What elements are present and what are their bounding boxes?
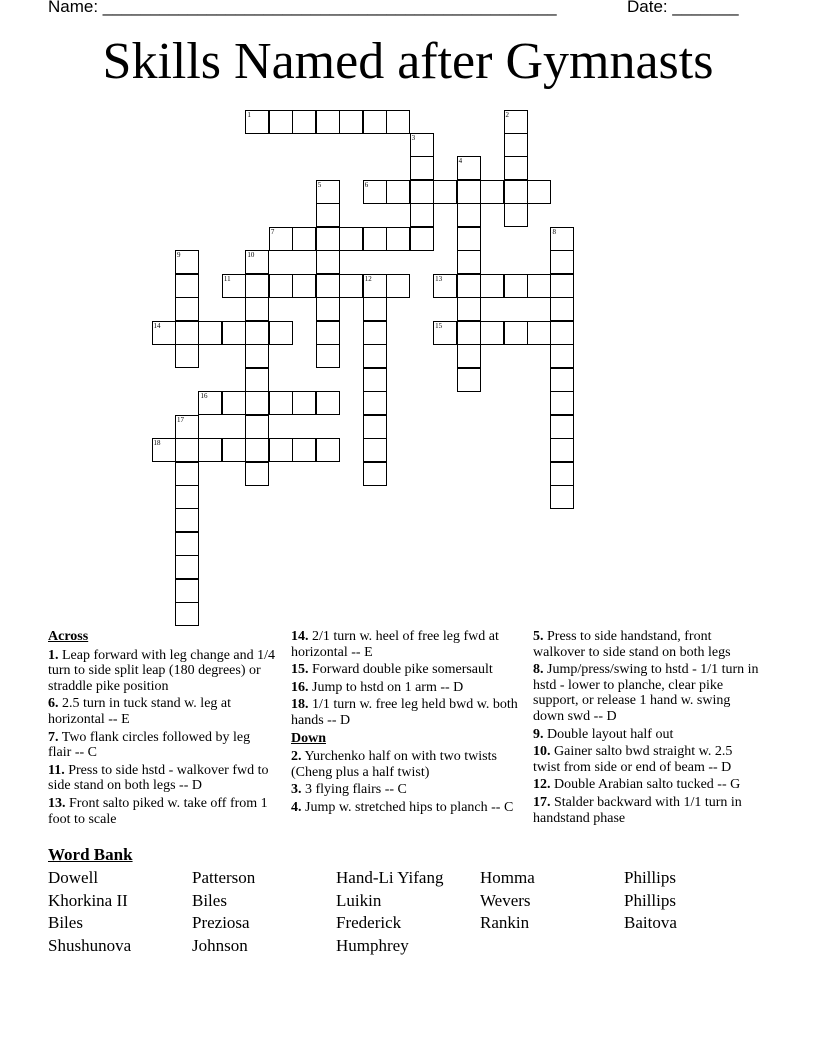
word-bank-item: Patterson	[192, 868, 256, 887]
crossword-cell[interactable]	[457, 250, 481, 274]
cell-number: 9	[176, 251, 181, 260]
crossword-cell[interactable]	[222, 391, 246, 415]
crossword-cell[interactable]	[410, 156, 434, 180]
crossword-cell[interactable]	[175, 579, 199, 603]
crossword-cell[interactable]	[457, 297, 481, 321]
crossword-cell[interactable]	[550, 415, 574, 439]
crossword-cell[interactable]	[550, 297, 574, 321]
clue-across-13: 13. Front salto piked w. take off from 1 foot to scale	[48, 795, 268, 827]
cell-number: 16	[200, 392, 208, 401]
cell-number: 10	[247, 251, 255, 260]
crossword-cell[interactable]	[152, 321, 176, 345]
crossword-cell[interactable]	[410, 133, 434, 157]
word-bank-item: Phillips	[624, 890, 676, 910]
word-bank-item: Biles	[192, 890, 227, 910]
crossword-cell[interactable]	[363, 274, 387, 298]
crossword-cell[interactable]	[269, 391, 293, 415]
word-bank-item: Humphrey	[336, 936, 409, 956]
crossword-cell[interactable]	[363, 321, 387, 345]
word-bank-column-3	[336, 867, 443, 958]
crossword-cell[interactable]	[245, 462, 269, 486]
crossword-cell[interactable]	[292, 227, 316, 251]
crossword-cell[interactable]	[363, 391, 387, 415]
crossword-cell[interactable]	[316, 274, 340, 298]
crossword-cell[interactable]	[410, 227, 434, 251]
down-heading: Down	[291, 730, 327, 746]
clues-column-1	[48, 629, 276, 829]
crossword-cell[interactable]	[245, 344, 269, 368]
clue-across-15: 15. Forward double pike somersault	[291, 662, 493, 678]
crossword-cell[interactable]	[480, 274, 504, 298]
cell-number: 5	[317, 180, 322, 189]
word-bank-item: Khorkina II	[48, 890, 128, 910]
crossword-cell[interactable]	[152, 438, 176, 462]
crossword-cell[interactable]	[292, 391, 316, 415]
crossword-cell[interactable]	[198, 321, 222, 345]
crossword-cell[interactable]	[316, 297, 340, 321]
word-bank-item: Luikin	[336, 890, 382, 910]
crossword-cell[interactable]	[527, 180, 551, 204]
crossword-cell[interactable]	[363, 110, 387, 134]
crossword-cell[interactable]	[527, 274, 551, 298]
crossword-cell[interactable]	[504, 274, 528, 298]
cell-number: 7	[270, 227, 275, 236]
crossword-cell[interactable]	[480, 180, 504, 204]
crossword-cell[interactable]	[245, 250, 269, 274]
crossword-cell[interactable]	[245, 438, 269, 462]
crossword-cell[interactable]	[386, 274, 410, 298]
crossword-cell[interactable]	[198, 391, 222, 415]
crossword-cell[interactable]	[175, 415, 199, 439]
clues-column-3	[533, 629, 761, 828]
crossword-cell[interactable]	[410, 203, 434, 227]
crossword-cell[interactable]	[316, 391, 340, 415]
crossword-cell[interactable]	[269, 110, 293, 134]
date-field-label: Date: _______	[627, 0, 739, 16]
crossword-cell[interactable]	[175, 438, 199, 462]
crossword-cell[interactable]	[550, 485, 574, 509]
crossword-cell[interactable]	[292, 274, 316, 298]
crossword-cell[interactable]	[480, 321, 504, 345]
cell-number: 3	[411, 133, 416, 142]
word-bank-item: Dowell	[48, 868, 99, 887]
cell-number: 18	[153, 439, 161, 448]
clue-down-12: 12. Double Arabian salto tucked -- G	[533, 777, 741, 793]
crossword-cell[interactable]	[269, 438, 293, 462]
clue-down-2: 2. Yurchenko half on with two twists (Cheng plus a half twist)	[291, 749, 497, 780]
crossword-cell[interactable]	[245, 274, 269, 298]
crossword-cell[interactable]	[222, 274, 246, 298]
crossword-cell[interactable]	[457, 203, 481, 227]
word-bank-item: Hand-Li Yifang	[336, 868, 444, 887]
crossword-cell[interactable]	[504, 133, 528, 157]
crossword-cell[interactable]	[386, 227, 410, 251]
crossword-cell[interactable]	[222, 438, 246, 462]
crossword-cell[interactable]	[175, 321, 199, 345]
crossword-cell[interactable]	[175, 274, 199, 298]
word-bank-column-4	[480, 867, 535, 935]
crossword-cell[interactable]	[457, 321, 481, 345]
clue-down-10: 10. Gainer salto bwd straight w. 2.5 twist from side or end of beam -- D	[533, 744, 733, 775]
clue-across-14: 14. 2/1 turn w. heel of free leg fwd at horizontal -- E	[291, 629, 499, 660]
crossword-cell[interactable]	[457, 274, 481, 298]
word-bank-item: Baitova	[624, 913, 677, 933]
crossword-cell[interactable]	[433, 180, 457, 204]
clue-across-6: 6. 2.5 turn in tuck stand w. leg at horizontal -- E	[48, 696, 232, 727]
word-bank-item: Biles	[48, 913, 83, 933]
crossword-cell[interactable]	[316, 180, 340, 204]
crossword-cell[interactable]	[550, 391, 574, 415]
clue-down-9: 9. Double layout half out	[533, 726, 674, 742]
word-bank-item: Preziosa	[192, 913, 250, 933]
page-title: Skills Named after Gymnasts	[102, 33, 714, 90]
crossword-cell[interactable]	[550, 462, 574, 486]
crossword-cell[interactable]	[457, 344, 481, 368]
crossword-cell[interactable]	[316, 203, 340, 227]
crossword-cell[interactable]	[316, 250, 340, 274]
crossword-cell[interactable]	[363, 344, 387, 368]
crossword-cell[interactable]	[550, 250, 574, 274]
crossword-cell[interactable]	[175, 555, 199, 579]
cell-number: 14	[153, 321, 161, 330]
clue-down-5: 5. Press to side handstand, front walkover to side stand on both legs	[533, 629, 731, 660]
crossword-cell[interactable]	[175, 532, 199, 556]
crossword-cell[interactable]	[175, 250, 199, 274]
clue-across-11: 11. Press to side hstd - walkover fwd to side stand on both legs -- D	[48, 762, 269, 794]
word-bank-item: Johnson	[192, 936, 248, 956]
word-bank-item: Rankin	[480, 913, 530, 933]
crossword-cell[interactable]	[504, 180, 528, 204]
clue-across-18: 18. 1/1 turn w. free leg held bwd w. both hands -- D	[291, 697, 518, 728]
crossword-cell[interactable]	[386, 180, 410, 204]
crossword-cell[interactable]	[316, 227, 340, 251]
crossword-cell[interactable]	[550, 274, 574, 298]
crossword-cell[interactable]	[527, 321, 551, 345]
crossword-cell[interactable]	[245, 321, 269, 345]
cell-number: 2	[505, 110, 510, 119]
crossword-cell[interactable]	[433, 274, 457, 298]
word-bank-column-5	[624, 867, 677, 935]
crossword-cell[interactable]	[457, 180, 481, 204]
crossword-cell[interactable]	[316, 344, 340, 368]
clue-down-4: 4. Jump w. stretched hips to planch -- C	[291, 799, 514, 815]
crossword-cell[interactable]	[550, 227, 574, 251]
crossword-cell[interactable]	[316, 110, 340, 134]
cell-number: 8	[552, 227, 556, 236]
crossword-cell[interactable]	[363, 415, 387, 439]
word-bank-column-1	[48, 867, 131, 958]
word-bank-title: Word Bank	[48, 845, 133, 864]
crossword-cell[interactable]	[245, 368, 269, 392]
crossword-cell[interactable]	[292, 438, 316, 462]
crossword-cell[interactable]	[457, 368, 481, 392]
crossword-cell[interactable]	[269, 227, 293, 251]
crossword-cell[interactable]	[245, 415, 269, 439]
crossword-cell[interactable]	[339, 274, 363, 298]
crossword-cell[interactable]	[386, 110, 410, 134]
word-bank-column-2	[192, 867, 255, 958]
cell-number: 4	[458, 157, 463, 166]
crossword-cell[interactable]	[504, 321, 528, 345]
clue-down-3: 3. 3 flying flairs -- C	[291, 782, 407, 798]
cell-number: 1	[247, 110, 251, 119]
crossword-cell[interactable]	[269, 274, 293, 298]
word-bank-item: Homma	[480, 868, 535, 887]
crossword-cell[interactable]	[363, 462, 387, 486]
crossword-cell[interactable]	[339, 110, 363, 134]
crossword-cell[interactable]	[269, 321, 293, 345]
crossword-cell[interactable]	[198, 438, 222, 462]
crossword-cell[interactable]	[504, 203, 528, 227]
crossword-cell[interactable]	[433, 321, 457, 345]
crossword-cell[interactable]	[316, 438, 340, 462]
crossword-cell[interactable]	[175, 602, 199, 626]
clue-across-16: 16. Jump to hstd on 1 arm -- D	[291, 679, 464, 695]
crossword-cell[interactable]	[175, 297, 199, 321]
crossword-cell[interactable]	[550, 368, 574, 392]
crossword-cell[interactable]	[550, 321, 574, 345]
clue-down-8: 8. Jump/press/swing to hstd - 1/1 turn in hstd - lower to planche, clear pike support, or release 1 hand w. swing down swd -- D	[533, 662, 759, 724]
crossword-cell[interactable]	[504, 110, 528, 134]
crossword-cell[interactable]	[363, 297, 387, 321]
cell-number: 11	[223, 274, 231, 283]
word-bank-item: Wevers	[480, 890, 531, 910]
crossword-cell[interactable]	[457, 156, 481, 180]
cell-number: 13	[435, 274, 443, 283]
crossword-cell[interactable]	[504, 156, 528, 180]
cell-number: 6	[364, 180, 369, 189]
crossword-cell[interactable]	[363, 227, 387, 251]
clues-column-2	[291, 629, 519, 818]
clue-down-17: 17. Stalder backward with 1/1 turn in handstand phase	[533, 794, 742, 826]
word-bank-item: Phillips	[624, 868, 676, 887]
cell-number: 12	[364, 274, 372, 283]
crossword-cell[interactable]	[175, 344, 199, 368]
crossword-cell[interactable]	[457, 227, 481, 251]
cell-number: 17	[176, 415, 184, 424]
crossword-cell[interactable]	[175, 485, 199, 509]
name-field-label: Name: ________________________________________________	[48, 0, 557, 16]
crossword-cell[interactable]	[363, 368, 387, 392]
crossword-cell[interactable]	[550, 438, 574, 462]
crossword-cell[interactable]	[410, 180, 434, 204]
word-bank-item: Frederick	[336, 913, 402, 933]
crossword-cell[interactable]	[245, 110, 269, 134]
crossword-cell[interactable]	[175, 462, 199, 486]
cell-number: 15	[435, 321, 443, 330]
crossword-cell[interactable]	[363, 438, 387, 462]
clue-across-1: 1. Leap forward with leg change and 1/4 turn to side split leap (180 degrees) or straddle pike position	[48, 647, 276, 694]
crossword-cell[interactable]	[222, 321, 246, 345]
crossword-cell[interactable]	[245, 297, 269, 321]
crossword-cell[interactable]	[245, 391, 269, 415]
crossword-cell[interactable]	[292, 110, 316, 134]
crossword-cell[interactable]	[363, 180, 387, 204]
crossword-cell[interactable]	[339, 227, 363, 251]
crossword-cell[interactable]	[175, 508, 199, 532]
clue-across-7: 7. Two flank circles followed by leg flair -- C	[48, 729, 251, 761]
crossword-cell[interactable]	[550, 344, 574, 368]
across-heading: Across	[48, 629, 89, 644]
word-bank-item: Shushunova	[48, 936, 132, 956]
crossword-cell[interactable]	[316, 321, 340, 345]
